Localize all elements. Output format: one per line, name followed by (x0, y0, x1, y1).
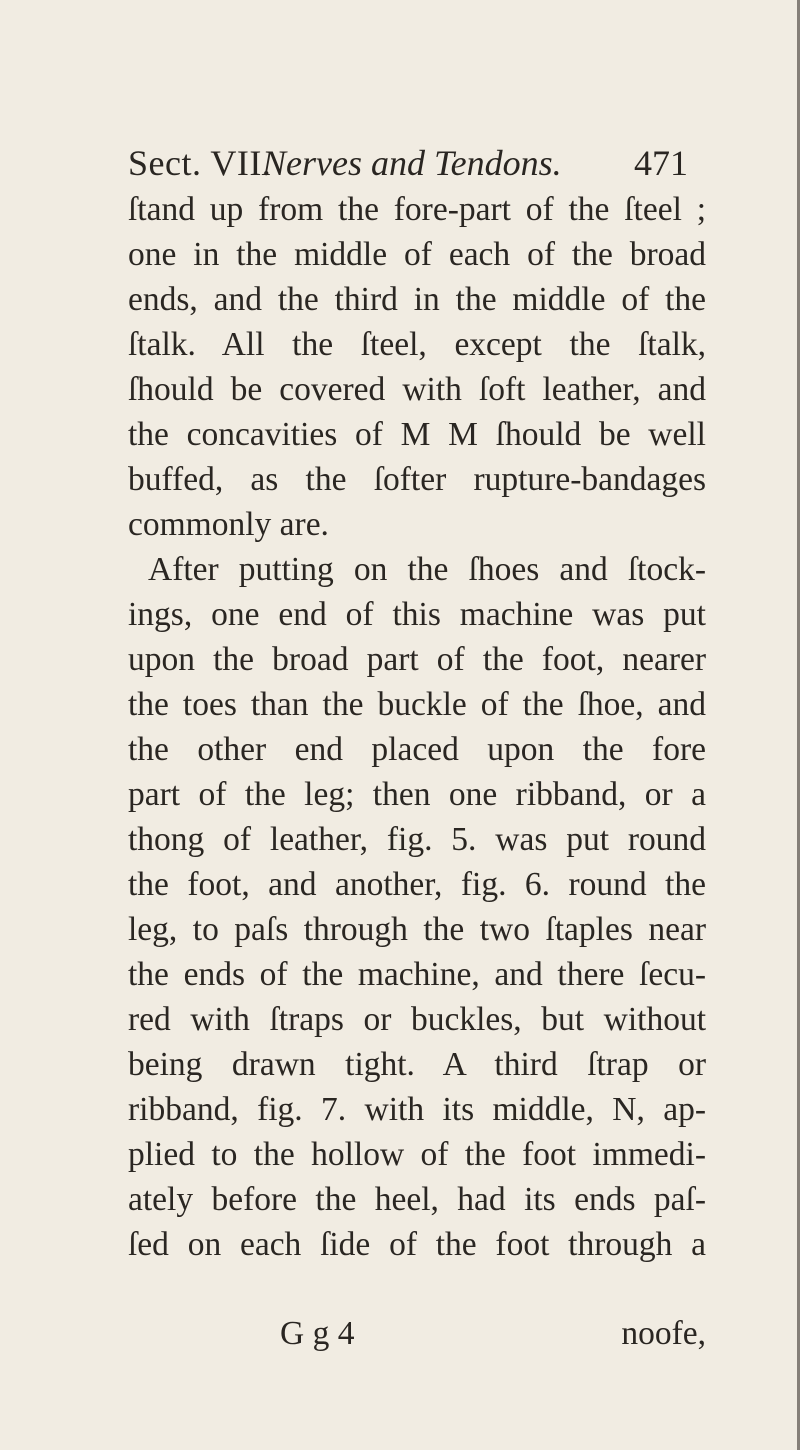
section-label: Sect. VII. (128, 143, 272, 183)
text-line: the other end placed upon the fore (128, 731, 706, 768)
text-line: red with ſtraps or buckles, but without (128, 1001, 706, 1038)
body-text (128, 187, 706, 1267)
text-line: thong of leather, fig. 5. was put round (128, 821, 706, 858)
text-line: After putting on the ſhoes and ſtock- (148, 551, 706, 588)
text-line: the concavities of M M ſhould be well (128, 416, 706, 453)
text-line: ends, and the third in the middle of the (128, 281, 706, 318)
chapter-title: Nerves and Tendons. (262, 143, 562, 183)
signature-mark: G g 4 (280, 1315, 355, 1352)
text-line: ſed on each ſide of the foot through a (128, 1226, 706, 1263)
text-line: the toes than the buckle of the ſhoe, and (128, 686, 706, 723)
text-line: upon the broad part of the foot, nearer (128, 641, 706, 678)
page-footer (280, 1311, 706, 1356)
text-line: ings, one end of this machine was put (128, 596, 706, 633)
page-number: 471 (634, 143, 688, 183)
text-line: ſhould be covered with ſoft leather, and (128, 371, 706, 408)
text-line: plied to the hollow of the foot immedi- (128, 1136, 706, 1173)
text-line: ſtand up from the fore-part of the ſteel ; (128, 191, 706, 228)
text-line: the foot, and another, fig. 6. round the (128, 866, 706, 903)
text-line: ſtalk. All the ſteel, except the ſtalk, (128, 326, 706, 363)
text-line: the ends of the machine, and there ſecu- (128, 956, 706, 993)
text-line: ribband, fig. 7. with its middle, N, ap- (128, 1091, 706, 1128)
text-line: buffed, as the ſofter rupture-bandages (128, 461, 706, 498)
text-line: part of the leg; then one ribband, or a (128, 776, 706, 813)
running-header (128, 138, 688, 188)
text-line: leg, to paſs through the two ſtaples near (128, 911, 706, 948)
text-line: commonly are. (128, 506, 329, 543)
text-line: one in the middle of each of the broad (128, 236, 706, 273)
catchword: noofe, (621, 1315, 706, 1352)
text-line: being drawn tight. A third ſtrap or (128, 1046, 706, 1083)
text-line: ately before the heel, had its ends paſ- (128, 1181, 706, 1218)
